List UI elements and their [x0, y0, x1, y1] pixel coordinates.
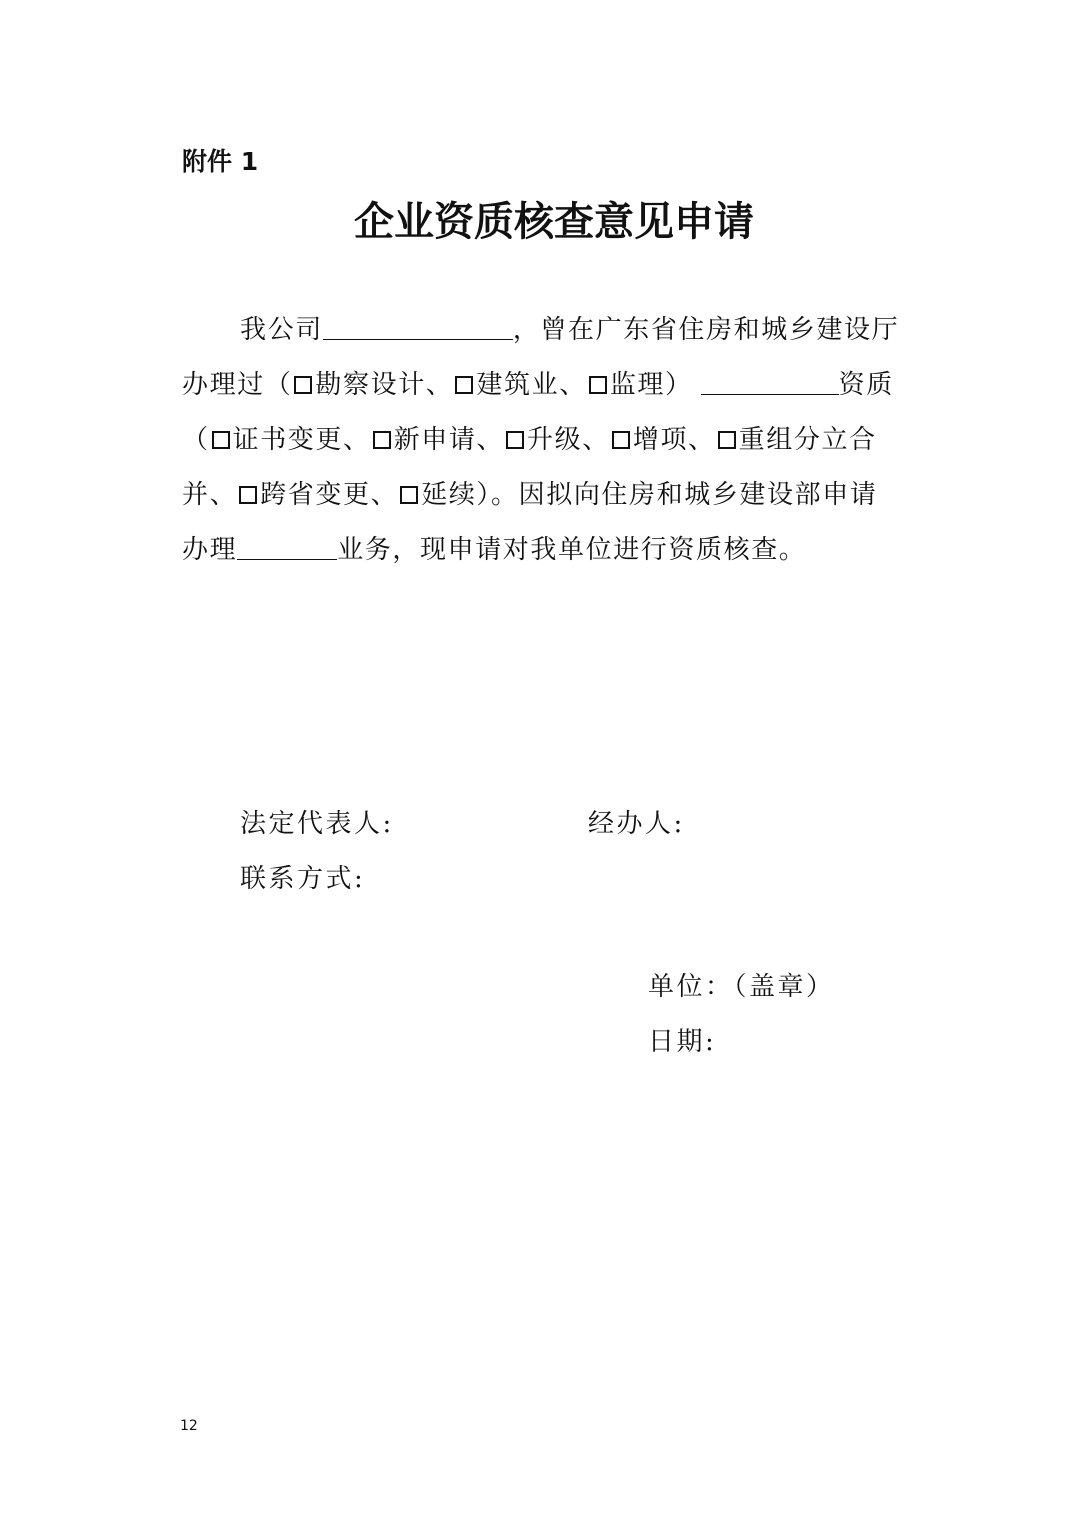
attachment-label: 附件 1: [182, 147, 259, 176]
unit-seal-label: 单位：（盖章）: [648, 972, 835, 1002]
company-name-blank[interactable]: [323, 309, 513, 340]
document-title: [0, 190, 1080, 247]
text-handled: 办理过（: [182, 370, 293, 400]
application-paragraph: [182, 303, 930, 578]
paragraph-line-1: [182, 303, 930, 358]
option-new-apply: 新申请、: [393, 425, 505, 455]
checkbox-new-apply[interactable]: [373, 431, 391, 449]
option-construction: 建筑业、: [476, 370, 587, 400]
paragraph-line-5: [182, 523, 930, 578]
option-add-item: 增项、: [632, 425, 716, 455]
option-renewal: 延续: [421, 480, 477, 510]
business-blank[interactable]: [237, 529, 337, 560]
option-upgrade: 升级、: [527, 425, 610, 455]
text-previously-handled: ，曾在广东省住房和城乡建设厅: [512, 315, 900, 345]
page-number: 12: [180, 1418, 198, 1434]
text-merge: 并、: [182, 480, 238, 510]
paragraph-line-3: [182, 413, 930, 468]
checkbox-cert-change[interactable]: [212, 431, 230, 449]
option-cert-change: 证书变更、: [232, 425, 371, 455]
qualification-blank[interactable]: [701, 364, 839, 395]
checkbox-renewal[interactable]: [400, 486, 418, 504]
paragraph-line-2: [182, 358, 930, 413]
document-title-text: 企业资质核查意见申请: [354, 199, 754, 245]
checkbox-upgrade[interactable]: [506, 431, 524, 449]
text-company-prefix: 我公司: [240, 315, 323, 345]
date-label: 日期:: [648, 1027, 717, 1057]
option-cross-province: 跨省变更、: [260, 480, 399, 510]
checkbox-supervision[interactable]: [589, 376, 607, 394]
legal-representative-label: 法定代表人:: [240, 809, 394, 839]
handler-label: 经办人:: [588, 809, 685, 839]
option-survey-design: 勘察设计、: [315, 370, 454, 400]
text-request-check: 业务，现申请对我单位进行资质核查。: [337, 535, 807, 565]
text-qualification: 资质: [838, 370, 894, 400]
checkbox-cross-province[interactable]: [239, 486, 257, 504]
text-open-paren: （: [182, 425, 210, 455]
paragraph-line-4: [182, 468, 930, 523]
checkbox-add-item[interactable]: [612, 431, 630, 449]
option-reorg: 重组分立合: [738, 425, 877, 455]
checkbox-survey-design[interactable]: [294, 376, 312, 394]
contact-label: 联系方式:: [240, 864, 366, 894]
checkbox-construction[interactable]: [455, 376, 473, 394]
text-process: 办理: [182, 535, 238, 565]
checkbox-reorg[interactable]: [718, 431, 736, 449]
text-apply-ministry: ）。因拟向住房和城乡建设部申请: [476, 480, 878, 510]
option-supervision: 监理）: [609, 370, 693, 400]
